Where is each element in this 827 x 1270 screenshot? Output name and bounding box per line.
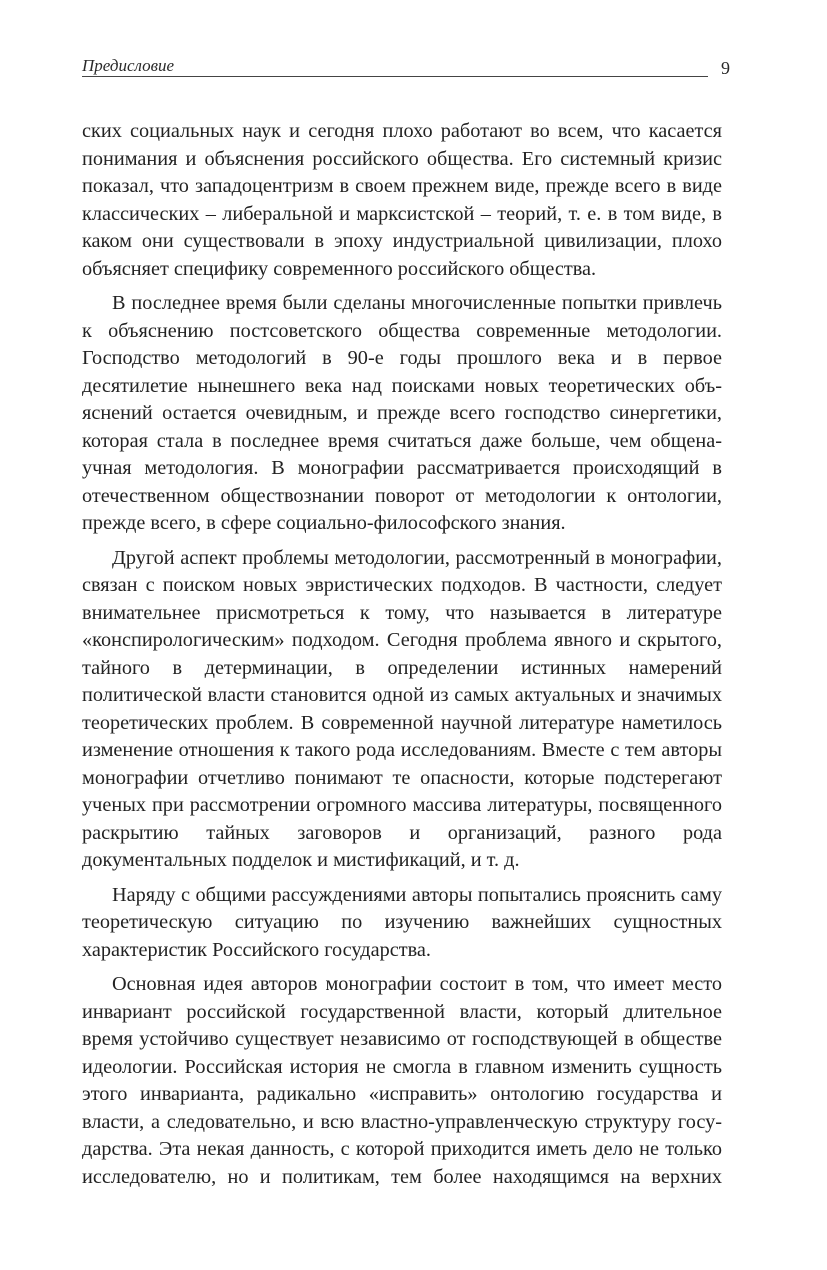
paragraph-4: Наряду с общими рассуждениями авторы попытались прояснить саму теоретическую ситуацию по изучению важнейших сущностных характеристик Российского государства. (82, 883, 722, 961)
text-body (82, 118, 722, 1198)
paragraph-3: Другой аспект проблемы методологии, рассмотренный в монографии, связан с поиском новых эвристических подходов. В частности, следует внимательнее присмотреться к тому, что называется в литературе «конспирологическим» подходом. Сегодня проблема явного и скрытого, тайного в детерминации, в определении истинных намерений политической власти становится одной из самых актуальных и значимых теоретических проблем. В современной научной литературе наметилось изменение отношения к такого рода исследованиям. Вместе с тем авторы монографии отчетливо понимают те опасности, которые подстерегают ученых при рассмотрении огромного массива литературы, посвященного раскрытию тайных заговоров и организаций, разного рода документальных подделок и мистификаций, и т. д. (82, 546, 722, 871)
chapter-title: Предисловие (82, 56, 175, 75)
page-number: 9 (721, 58, 730, 78)
paragraph-1: ских социальных наук и сегодня плохо работают во всем, что касается понимания и объяснения российского общества. Его системный кризис показал, что западоцентризм в своем прежнем виде, прежде всего в виде классических – либеральной и марксистской – теорий, т. е. в том виде, в каком они существовали в эпоху индустриальной цивилизации, плохо объясняет специфику современного российского общества. (82, 120, 722, 280)
paragraph-2: В последнее время были сделаны многочисленные попытки привлечь к объяснению постсоветского общества современные методологии. Господство методологий в 90-е годы прошлого века и в первое десятилетие нынешнего века над поисками новых теоретических объяснений остается очевидным, и прежде всего господство синергетики, которая стала в последнее время считаться даже больше, чем общенаучная методология. В монографии рассматривается происходящий в отечественном обществознании поворот от методологии к онтологии, прежде всего, в сфере социально-философского знания. (82, 292, 722, 534)
paragraph-5: Основная идея авторов монографии состоит в том, что имеет место инвариант российской государственной власти, который длительное время устойчиво существует независимо от господствующей в обществе идеологии. Российская история не смогла в главном изменить сущность этого инварианта, радикально «исправить» онтологию государства и власти, а следовательно, и всю властно-управленческую структуру государства. Эта некая данность, с которой приходится иметь дело не только исследователю, но и политикам, тем более находящимся на верхних (82, 973, 722, 1188)
running-header (82, 54, 730, 80)
header-rule (82, 76, 708, 77)
